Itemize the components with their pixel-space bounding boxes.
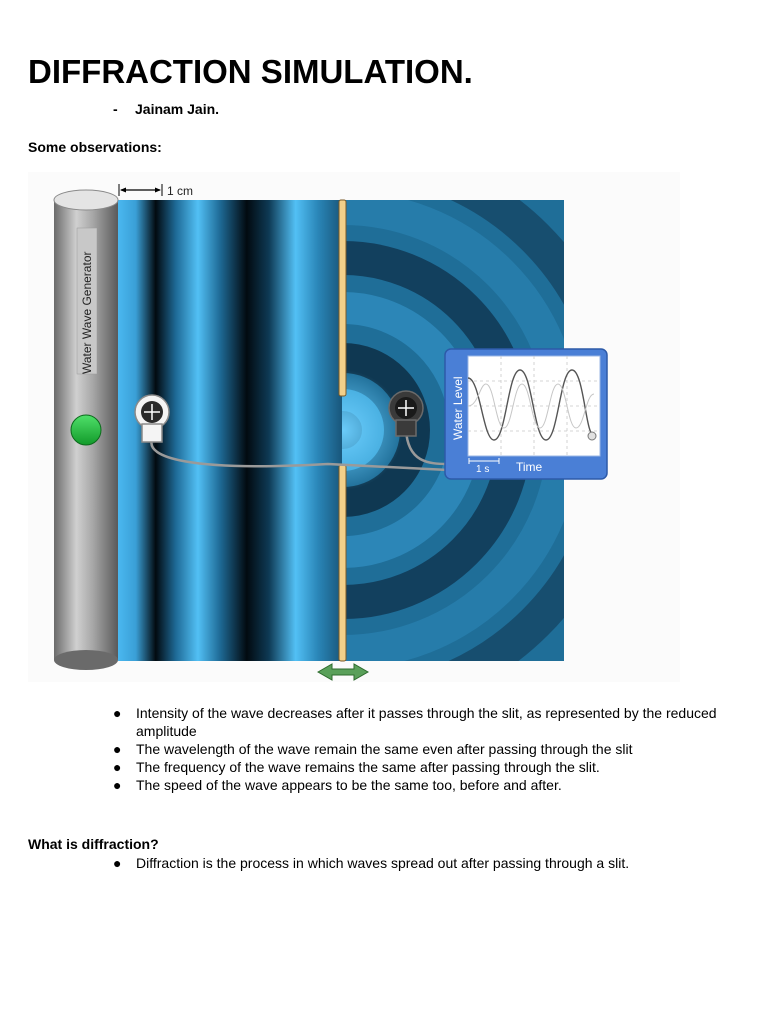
observations-list bbox=[113, 704, 733, 794]
chart-ylabel: Water Level bbox=[451, 376, 465, 440]
chart-xlabel: Time bbox=[516, 460, 543, 474]
definition-list bbox=[113, 854, 733, 872]
list-item: ● The speed of the wave appears to be the same too, before and after. bbox=[113, 777, 562, 793]
document-title: DIFFRACTION SIMULATION. bbox=[28, 53, 473, 90]
list-item: ● Intensity of the wave decreases after it passes through the slit, as represented by the reduced amplitude bbox=[113, 705, 717, 739]
bullet-glyph: ● bbox=[113, 855, 122, 871]
author-name: Jainam Jain. bbox=[135, 101, 220, 117]
bullet-glyph: ● bbox=[113, 705, 122, 721]
definition-heading: What is diffraction? bbox=[28, 836, 159, 852]
list-item: ● Diffraction is the process in which waves spread out after passing through a slit. bbox=[113, 855, 630, 871]
bullet-glyph: ● bbox=[113, 777, 122, 793]
scale-label: 1 cm bbox=[167, 184, 194, 198]
author-dash: - bbox=[113, 101, 118, 117]
chart-time-scale: 1 s bbox=[476, 464, 490, 475]
barrier-top bbox=[339, 200, 346, 396]
bullet-glyph: ● bbox=[113, 741, 122, 757]
wave-simulation-figure bbox=[28, 172, 680, 682]
list-item: ● The frequency of the wave remains the same after passing through the slit. bbox=[113, 759, 600, 775]
list-item: ● The wavelength of the wave remain the same even after passing through the slit bbox=[113, 741, 633, 757]
generator-label: Water Wave Generator bbox=[80, 251, 94, 374]
observations-heading: Some observations: bbox=[28, 139, 162, 155]
generator-power-button[interactable] bbox=[71, 415, 101, 445]
barrier-bottom bbox=[339, 465, 346, 661]
water-wave-generator bbox=[54, 190, 118, 670]
bullet-glyph: ● bbox=[113, 759, 122, 775]
water-level-chart[interactable] bbox=[445, 349, 607, 479]
author-line bbox=[113, 101, 219, 117]
